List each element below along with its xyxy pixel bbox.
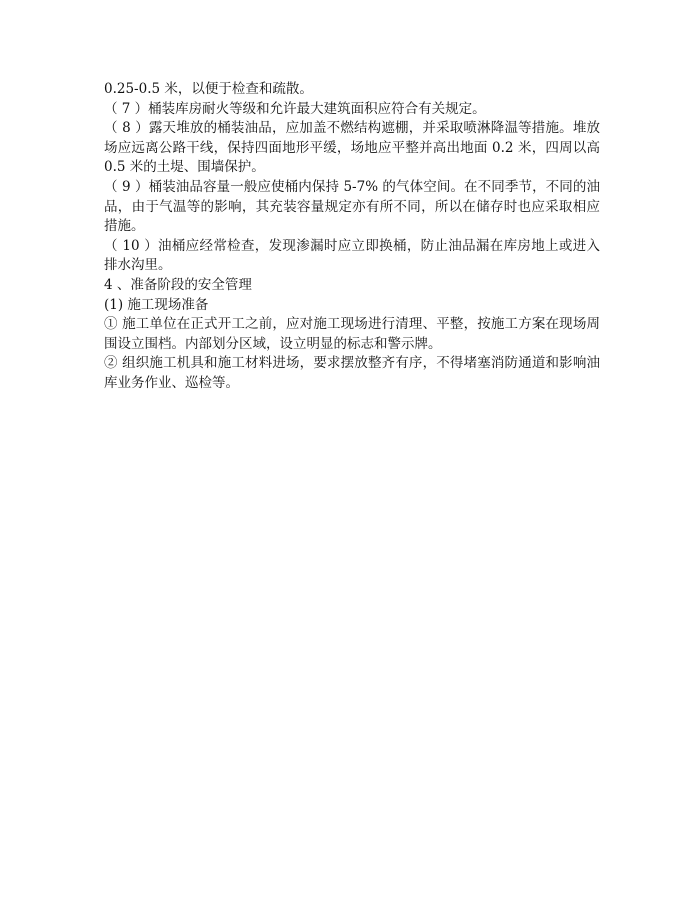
paragraph-circled-2: ② 组织施工机具和施工材料进场，要求摆放整齐有序，不得堵塞消防通道和影响油库业务作业、巡检等。 xyxy=(104,355,600,391)
paragraph-item-8: （ 8 ）露天堆放的桶装油品，应加盖不燃结构遮棚，并采取喷淋降温等措施。堆放场应远离公路干线，保持四面地形平缓，场地应平整并高出地面 0.2 米，四周以高 0.5 米的土堤、围墙保护。 xyxy=(104,120,600,176)
paragraph-item-7: （ 7 ）桶装库房耐火等级和允许最大建筑面积应符合有关规定。 xyxy=(104,100,486,117)
paragraph-continued-spacing: 0.25-0.5 米，以便于检查和疏散。 xyxy=(104,81,313,97)
paragraph-item-9: （ 9 ）桶装油品容量一般应使桶内保持 5-7% 的气体空间。在不同季节，不同的油品，由于气温等的影响，其充装容量规定亦有所不同，所以在储存时也应采取相应措施。 xyxy=(104,178,600,235)
document-body xyxy=(104,80,600,394)
section-heading-4: 4 、准备阶段的安全管理 xyxy=(104,276,252,293)
paragraph-circled-1: ① 施工单位在正式开工之前，应对施工现场进行清理、平整，按施工方案在现场周围设立围档。内部划分区域，设立明显的标志和警示牌。 xyxy=(104,316,600,352)
subsection-heading-1: (1) 施工现场准备 xyxy=(104,296,209,313)
paragraph-item-10: （ 10 ）油桶应经常检查，发现渗漏时应立即换桶，防止油品漏在库房地上或进入排水沟里。 xyxy=(104,237,600,274)
